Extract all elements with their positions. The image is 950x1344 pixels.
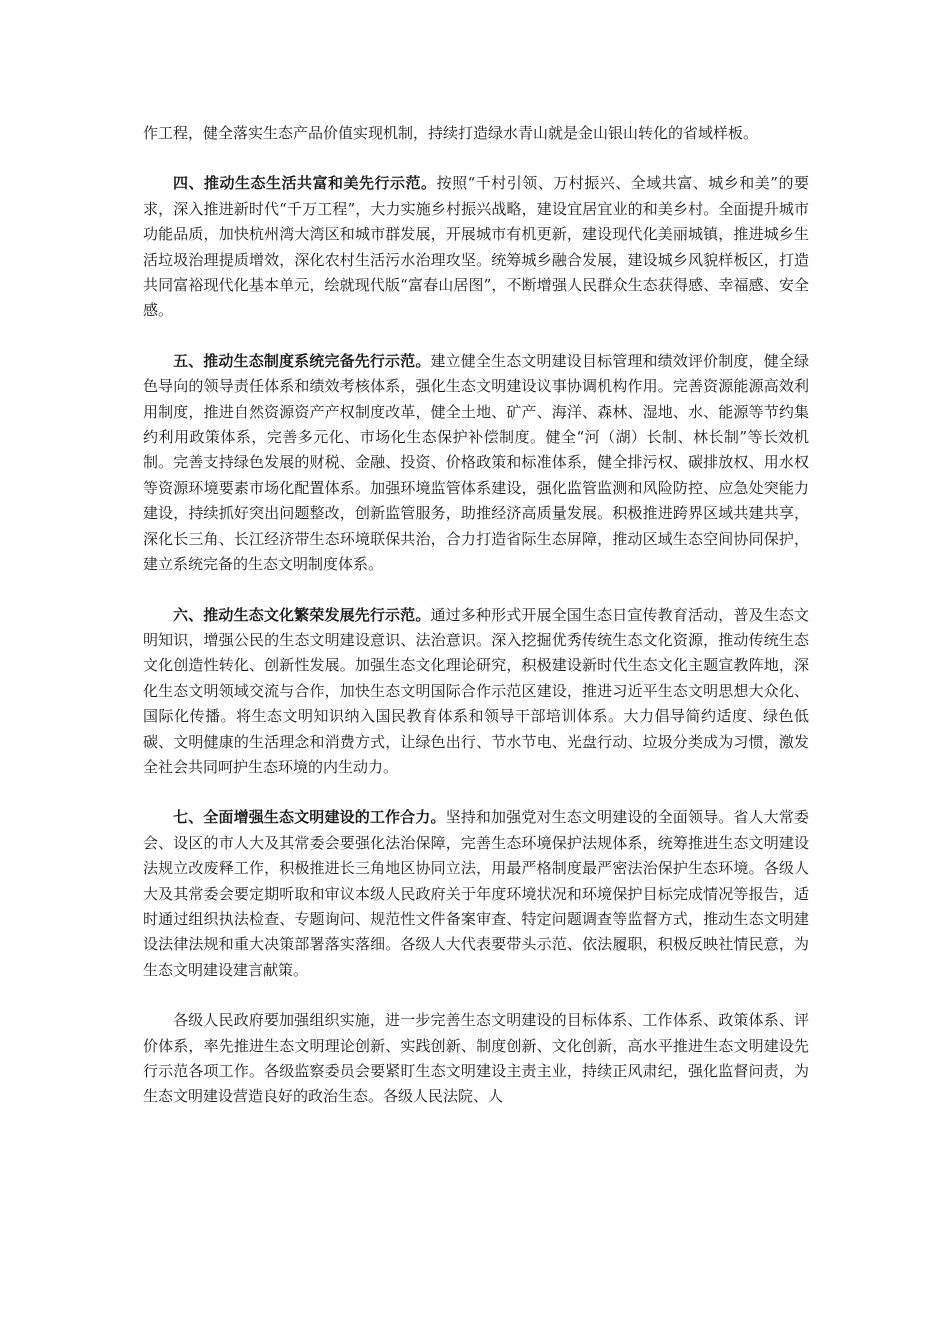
paragraph-body: 通过多种形式开展全国生态日宣传教育活动，普及生态文明知识，增强公民的生态文明建设意识、法治意识。深入挖掘优秀传统生态文化资源，推动传统生态文化创造性转化、创新性发展。加强生态文化理论研究，积极建设新时代生态文化主题宣教阵地，深化生态文明领域交流与合作，加快生态文明国际合作示范区建设，推进习近平生态文明思想大众化、国际化传播。将生态文明知识纳入国民教育体系和领导干部培训体系。大力倡导简约适度、绿色低碳、文明健康的生活理念和消费方式，让绿色出行、节水节电、光盘行动、垃圾分类成为习惯，激发全社会共同呵护生态环境的内生动力。: [143, 605, 809, 776]
paragraph-section-7: [143, 805, 809, 983]
paragraph-government: [143, 1008, 809, 1110]
paragraph-section-6: [143, 603, 809, 781]
paragraph-body: 建立健全生态文明建设目标管理和绩效评价制度，健全绿色导向的领导责任体系和绩效考核体系，强化生态文明建设议事协调机构作用。完善资源能源高效利用制度，推进自然资源资产产权制度改革，健全土地、矿产、海洋、森林、湿地、水、能源等节约集约利用政策体系，完善多元化、市场化生态保护补偿制度。健全“河（湖）长制、林长制”等长效机制。完善支持绿色发展的财税、金融、投资、价格政策和标准体系，健全排污权、碳排放权、用水权等资源环境要素市场化配置体系。加强环境监管体系建设，强化监管监测和风险防控、应急处突能力建设，持续抓好突出问题整改，创新监管服务，助推经济高质量发展。积极推进跨界区域共建共享，深化长三角、长江经济带生态环境联保共治，合力打造省际生态屏障，推动区域生态空间协同保护，建立系统完备的生态文明制度体系。: [143, 351, 809, 574]
paragraph-body: 坚持和加强党对生态文明建设的全面领导。省人大常委会、设区的市人大及其常委会要强化法治保障，完善生态环境保护法规体系，统筹推进生态文明建设法规立改废释工作，积极推进长三角地区协同立法，用最严格制度最严密法治保护生态环境。各级人大及其常委会要定期听取和审议本级人民政府关于年度环境状况和环境保护目标完成情况等报告，适时通过组织执法检查、专题询问、规范性文件备案审查、特定问题调查等监督方式，推动生态文明建设法律法规和重大决策部署落实落细。各级人大代表要带头示范、依法履职，积极反映社情民意，为生态文明建设建言献策。: [143, 808, 809, 979]
document-page: [143, 121, 809, 1135]
paragraph-body: 作工程，健全落实生态产品价值实现机制，持续打造绿水青山就是金山银山转化的省域样板。: [143, 124, 759, 142]
paragraph-body: 按照“千村引领、万村振兴、全域共富、城乡和美”的要求，深入推进新时代“千万工程”，大力实施乡村振兴战略，建设宜居宜业的和美乡村。全面提升城市功能品质，加快杭州湾大湾区和城市群发展，开展城市有机更新，建设现代化美丽城镇，推进城乡生活垃圾治理提质增效，深化农村生活污水治理攻坚。统筹城乡融合发展，建设城乡风貌样板区，打造共同富裕现代化基本单元，绘就现代版“富春山居图”，不断增强人民群众生态获得感、幸福感、安全感。: [143, 174, 809, 320]
paragraph-continuation: [143, 121, 809, 146]
section-heading: 六、推动生态文化繁荣发展先行示范。: [173, 605, 431, 624]
paragraph-body: 各级人民政府要加强组织实施，进一步完善生态文明建设的目标体系、工作体系、政策体系、评价体系，率先推进生态文明理论创新、实践创新、制度创新、文化创新，高水平推进生态文明建设先行示范各项工作。各级监察委员会要紧盯生态文明建设主责主业，持续正风肃纪，强化监督问责，为生态文明建设营造良好的政治生态。各级人民法院、人: [143, 1011, 809, 1106]
paragraph-section-4: [143, 171, 809, 323]
section-heading: 五、推动生态制度系统完备先行示范。: [173, 351, 431, 370]
paragraph-section-5: [143, 349, 809, 578]
section-heading: 七、全面增强生态文明建设的工作合力。: [173, 808, 446, 827]
section-heading: 四、推动生态生活共富和美先行示范。: [173, 174, 437, 193]
